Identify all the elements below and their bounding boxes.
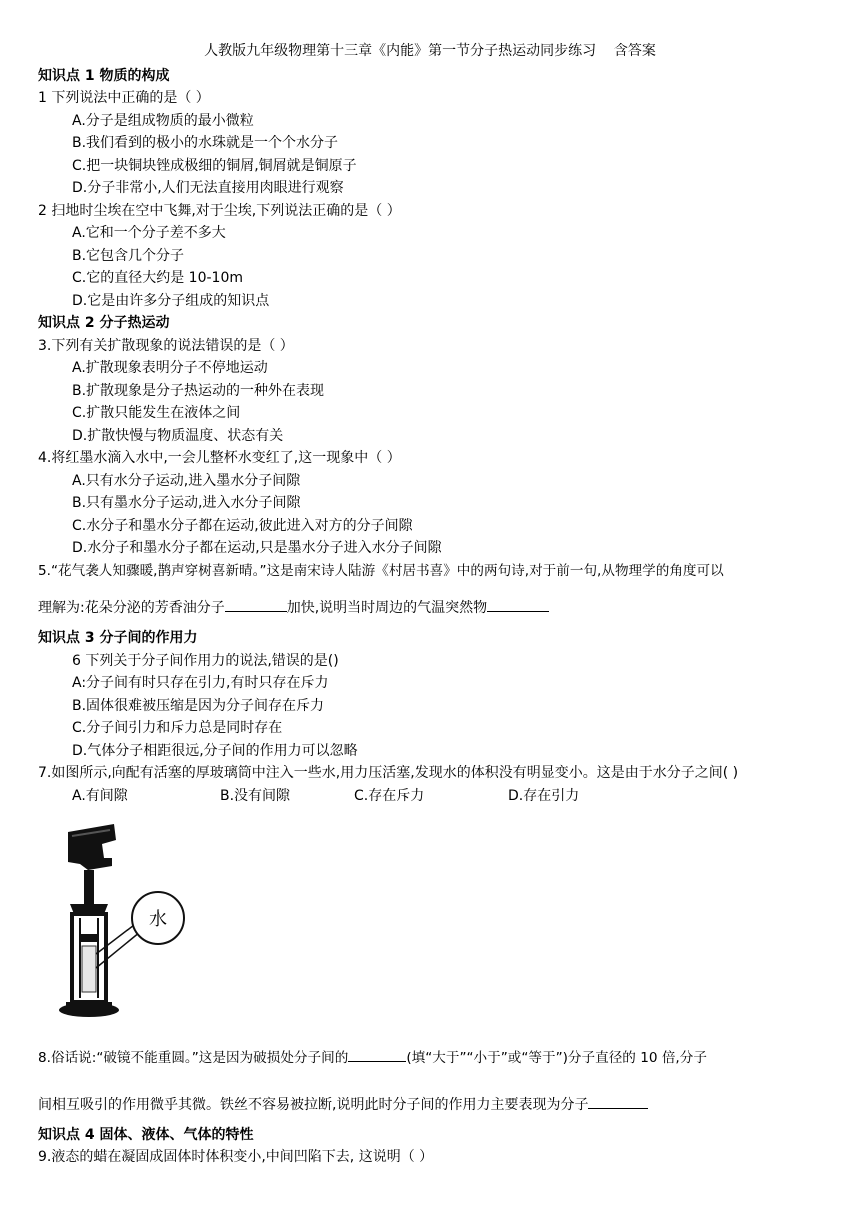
question-1-option-d: D.分子非常小,人们无法直接用肉眼进行观察 — [72, 180, 344, 196]
question-4-stem: 4.将红墨水滴入水中,一会儿整杯水变红了,这一现象中（ ） — [38, 450, 401, 466]
question-8-blank-1 — [348, 1047, 406, 1062]
question-5-text-a: 理解为:花朵分泌的芳香油分子 — [38, 600, 225, 616]
question-7-option-b: B.没有间隙 — [220, 788, 291, 804]
question-6-stem: 6 下列关于分子间作用力的说法,错误的是() — [72, 653, 339, 669]
question-6-option-d: D.气体分子相距很远,分子间的作用力可以忽略 — [72, 743, 358, 759]
question-2-option-c: C.它的直径大约是 10-10m — [72, 270, 243, 286]
question-1-stem: 1 下列说法中正确的是（ ） — [38, 90, 210, 106]
question-4-option-b: B.只有墨水分子运动,进入水分子间隙 — [72, 495, 301, 511]
question-8-text-b: (填“大于”“小于”或“等于”)分子直径的 10 倍,分子 — [406, 1050, 707, 1066]
section-heading-1: 知识点 1 物质的构成 — [38, 68, 170, 84]
question-1-option-a: A.分子是组成物质的最小微粒 — [72, 113, 254, 129]
question-6-option-c: C.分子间引力和斥力总是同时存在 — [72, 720, 283, 736]
question-9-stem: 9.液态的蜡在凝固成固体时体积变小,中间凹陷下去, 这说明（ ） — [38, 1149, 434, 1165]
question-7-option-a: A.有间隙 — [72, 788, 128, 804]
section-heading-4: 知识点 4 固体、液体、气体的特性 — [38, 1127, 254, 1143]
question-2-option-d: D.它是由许多分子组成的知识点 — [72, 293, 270, 309]
question-3-option-b: B.扩散现象是分子热运动的一种外在表现 — [72, 383, 325, 399]
question-5-line-1: 5.“花气袭人知骤暖,鹊声穿树喜新晴。”这是南宋诗人陆游《村居书喜》中的两句诗,对于前一句,从物理学的角度可以 — [38, 563, 724, 579]
question-1-option-b: B.我们看到的极小的水珠就是一个个水分子 — [72, 135, 339, 151]
question-8-line-2 — [38, 1094, 648, 1115]
question-2-stem: 2 扫地时尘埃在空中飞舞,对于尘埃,下列说法正确的是（ ） — [38, 203, 401, 219]
section-heading-3: 知识点 3 分子间的作用力 — [38, 630, 198, 646]
question-3-stem: 3.下列有关扩散现象的说法错误的是（ ） — [38, 338, 294, 354]
question-3-option-c: C.扩散只能发生在液体之间 — [72, 405, 241, 421]
question-3-option-d: D.扩散快慢与物质温度、状态有关 — [72, 428, 284, 444]
question-1-option-c: C.把一块铜块锉成极细的铜屑,铜屑就是铜原子 — [72, 158, 357, 174]
question-3-option-a: A.扩散现象表明分子不停地运动 — [72, 360, 268, 376]
question-8-text-a: 8.俗话说:“破镜不能重圆。”这是因为破损处分子间的 — [38, 1050, 349, 1066]
figure-water-label: 水 — [149, 909, 167, 930]
question-8-text-c: 间相互吸引的作用微乎其微。铁丝不容易被拉断,说明此时分子间的作用力主要表现为分子 — [38, 1097, 589, 1113]
piston-cylinder-illustration — [40, 818, 250, 1022]
question-4-option-a: A.只有水分子运动,进入墨水分子间隙 — [72, 473, 301, 489]
question-5-blank-1 — [225, 597, 287, 612]
question-2-option-a: A.它和一个分子差不多大 — [72, 225, 226, 241]
question-7-option-c: C.存在斥力 — [354, 788, 425, 804]
question-6-option-b: B.固体很难被压缩是因为分子间存在斥力 — [72, 698, 325, 714]
question-4-option-d: D.水分子和墨水分子都在运动,只是墨水分子进入水分子间隙 — [72, 540, 442, 556]
question-5-text-b: 加快,说明当时周边的气温突然物 — [286, 600, 488, 616]
page-title: 人教版九年级物理第十三章《内能》第一节分子热运动同步练习 含答案 — [204, 43, 656, 59]
question-8-blank-2 — [588, 1094, 648, 1109]
question-6-option-a: A:分子间有时只存在引力,有时只存在斥力 — [72, 675, 329, 691]
question-2-option-b: B.它包含几个分子 — [72, 248, 185, 264]
question-4-option-c: C.水分子和墨水分子都在运动,彼此进入对方的分子间隙 — [72, 518, 413, 534]
piston-cylinder-figure — [40, 818, 250, 1022]
question-7-option-d: D.存在引力 — [508, 788, 580, 804]
question-8-line-1 — [38, 1047, 707, 1068]
question-7-options — [0, 786, 860, 806]
section-heading-2: 知识点 2 分子热运动 — [38, 315, 170, 331]
question-7-stem: 7.如图所示,向配有活塞的厚玻璃筒中注入一些水,用力压活塞,发现水的体积没有明显变小。这是由于水分子之间( ) — [38, 765, 739, 781]
question-5-blank-2 — [487, 597, 549, 612]
question-5-line-2 — [38, 597, 549, 618]
